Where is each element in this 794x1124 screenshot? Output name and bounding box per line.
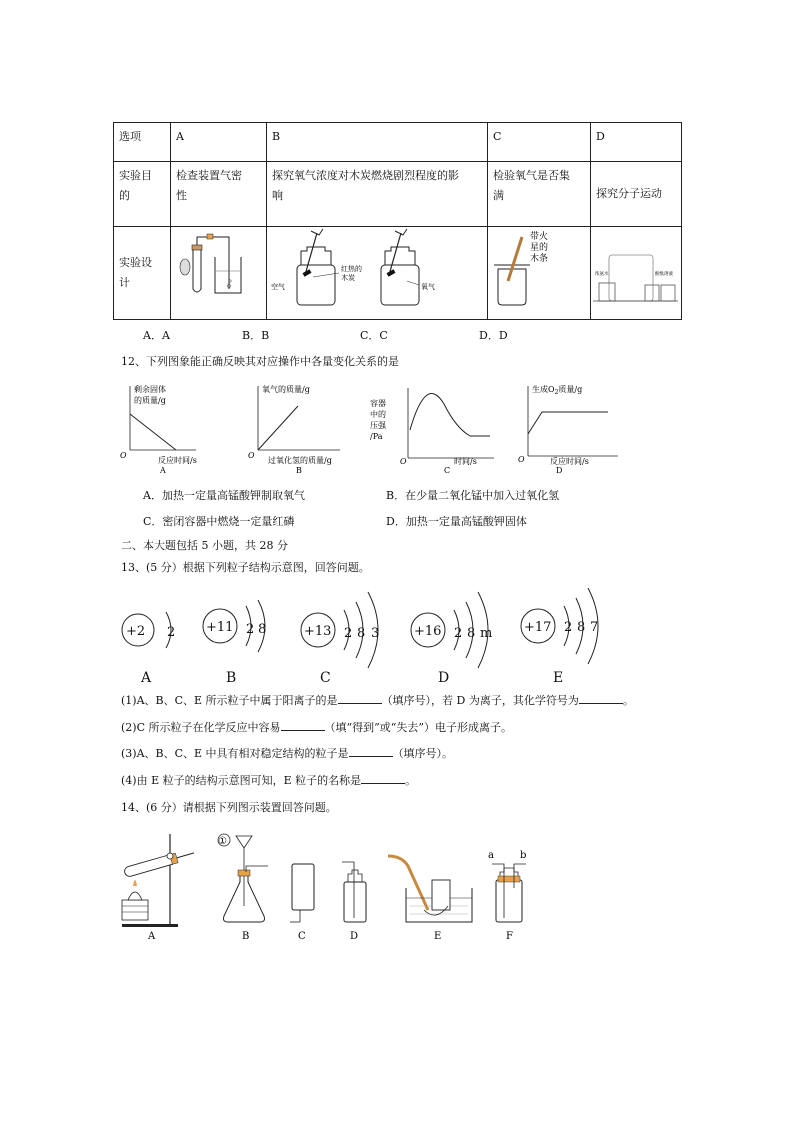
answer-blank[interactable] — [338, 693, 382, 704]
apparatus-d — [342, 862, 366, 942]
svg-text:D: D — [556, 466, 563, 474]
graph-b — [248, 384, 340, 474]
answer-blank[interactable] — [579, 693, 623, 704]
purpose-c: 检验氧气是否集 满 — [488, 162, 591, 227]
svg-text:E: E — [434, 931, 442, 942]
svg-text:a: a — [488, 850, 494, 861]
q13-stem: 13、(5 分）根据下列粒子结构示意图，回答问题。 — [121, 561, 370, 574]
svg-text:A: A — [160, 466, 166, 474]
svg-text:2: 2 — [344, 626, 353, 641]
svg-text:A: A — [141, 670, 152, 684]
svg-text:剩余固体: 剩余固体 — [134, 385, 166, 394]
svg-text:反应时间/s: 反应时间/s — [550, 457, 589, 466]
svg-text:3: 3 — [371, 626, 380, 641]
svg-text:压强: 压强 — [370, 421, 386, 430]
svg-text:C: C — [320, 670, 331, 684]
svg-text:B: B — [296, 466, 302, 474]
header-option: 选项 — [114, 123, 171, 162]
molecule-motion-apparatus — [591, 227, 680, 311]
label-ammonia: 浓氨水 — [595, 272, 609, 277]
svg-text:8: 8 — [577, 620, 586, 635]
apparatus-f — [488, 850, 526, 942]
svg-text:8: 8 — [467, 626, 476, 641]
svg-text:O: O — [518, 455, 525, 464]
svg-text:O: O — [120, 451, 127, 460]
experiment-table — [113, 122, 682, 320]
label-phenolphthalein: 酚酞溶液 — [655, 272, 673, 277]
q14-stem: 14、(6 分）请根据下列图示装置回答问题。 — [121, 801, 337, 814]
apparatus-e — [388, 856, 472, 942]
svg-text:+2: +2 — [126, 624, 146, 639]
svg-text:+16: +16 — [414, 624, 442, 639]
purpose-b: 探究氧气浓度对木炭燃烧剧烈程度的影 响 — [267, 162, 488, 227]
svg-text:反应时间/s: 反应时间/s — [158, 456, 197, 465]
svg-text:C: C — [298, 931, 306, 942]
header-c: C — [488, 123, 591, 162]
purpose-d: 探究分子运动 — [591, 162, 682, 227]
answer-blank[interactable] — [349, 746, 393, 757]
q12-graphs — [118, 378, 698, 474]
svg-text:2: 2 — [246, 622, 255, 637]
svg-text:7: 7 — [590, 620, 599, 635]
svg-text:O: O — [400, 457, 407, 466]
answer-blank[interactable] — [361, 773, 405, 784]
apparatus-b — [218, 834, 268, 942]
q12-option-c: C．密闭容器中燃烧一定量红磷 — [143, 515, 295, 528]
label-red-hot-2: 木炭 — [341, 274, 355, 282]
graph-c — [370, 388, 494, 474]
svg-text:①: ① — [218, 836, 227, 847]
design-label: 实验设 计 — [114, 227, 171, 320]
q12-stem: 12、下列图象能正确反映其对应操作中各量变化关系的是 — [121, 355, 399, 368]
svg-text:+11: +11 — [206, 620, 234, 635]
label-red-hot-1: 红热的 — [341, 265, 362, 273]
apparatus-c — [290, 864, 314, 942]
svg-text:A: A — [148, 931, 156, 942]
q12-option-a: A．加热一定量高锰酸钾制取氧气 — [143, 489, 305, 502]
svg-text:8: 8 — [357, 626, 366, 641]
answer-blank[interactable] — [281, 720, 325, 731]
q11-option-d: D．D — [479, 329, 508, 342]
q12-option-d: D．加热一定量高锰酸钾固体 — [386, 515, 527, 528]
q13-sub4: (4)由 E 粒子的结构示意图可知，E 粒子的名称是 。 — [121, 774, 417, 787]
svg-text:氧气的质量/g: 氧气的质量/g — [262, 385, 310, 394]
graph-d — [518, 384, 618, 474]
svg-text:D: D — [438, 670, 450, 684]
label-glowing-3: 木条 — [530, 254, 549, 264]
label-air: 空气 — [271, 283, 285, 291]
design-b — [267, 227, 488, 320]
design-d — [591, 227, 682, 320]
q13-sub3: (3)A、B、C、E 中具有相对稳定结构的粒子是 （填序号）。 — [121, 747, 454, 760]
svg-text:的质量/g: 的质量/g — [134, 396, 166, 405]
q13-sub2: (2)C 所示粒子在化学反应中容易 （填“得到”或“失去”）电子形成离子。 — [121, 721, 512, 734]
label-glowing-1: 带火 — [530, 232, 549, 242]
svg-text:2: 2 — [454, 626, 463, 641]
svg-text:2: 2 — [167, 625, 176, 640]
svg-text:D: D — [350, 931, 359, 942]
label-glowing-2: 星的 — [530, 243, 549, 253]
svg-text:容器: 容器 — [370, 399, 386, 408]
charcoal-burning-apparatus — [267, 227, 486, 311]
svg-text:生成O2质量/g: 生成$O_2$质量/g — [532, 385, 583, 396]
apparatus-a — [122, 834, 195, 942]
svg-text:b: b — [520, 850, 527, 861]
label-oxygen: 氧气 — [421, 283, 435, 291]
airtight-check-apparatus — [171, 227, 265, 311]
q11-option-a: A．A — [143, 329, 170, 342]
header-a: A — [171, 123, 267, 162]
svg-text:/Pa: /Pa — [370, 432, 383, 441]
q13-sub1: (1)A、B、C、E 所示粒子中属于阳离子的是 （填序号），若 D 为离子，其化学符号为 。 — [121, 694, 634, 707]
q11-option-b: B．B — [242, 329, 270, 342]
purpose-a: 检查装置气密 性 — [171, 162, 267, 227]
header-d: D — [591, 123, 682, 162]
svg-text:8: 8 — [258, 622, 267, 637]
apparatus-row — [112, 826, 552, 944]
design-c — [488, 227, 591, 320]
svg-text:+13: +13 — [304, 624, 332, 639]
svg-text:时间/s: 时间/s — [454, 457, 477, 466]
q12-option-b: B．在少量二氧化锰中加入过氧化氢 — [386, 489, 560, 502]
svg-text:O: O — [248, 451, 255, 460]
purpose-label: 实验目 的 — [114, 162, 171, 227]
particle-diagrams — [110, 580, 610, 684]
q11-option-c: C．C — [360, 329, 388, 342]
svg-text:过氧化氢的质量/g: 过氧化氢的质量/g — [268, 456, 332, 465]
svg-text:m: m — [480, 626, 493, 641]
svg-text:E: E — [553, 670, 564, 684]
svg-text:F: F — [506, 931, 513, 942]
svg-text:+17: +17 — [524, 620, 552, 635]
svg-text:C: C — [444, 466, 451, 474]
section-2-heading: 二、本大题包括 5 小题，共 28 分 — [121, 539, 288, 552]
header-b: B — [267, 123, 488, 162]
svg-text:B: B — [242, 931, 250, 942]
svg-text:中的: 中的 — [370, 410, 386, 419]
svg-text:2: 2 — [564, 620, 573, 635]
design-a — [171, 227, 267, 320]
graph-a — [120, 384, 197, 474]
svg-text:B: B — [226, 670, 237, 684]
oxygen-full-test-apparatus — [488, 227, 589, 311]
